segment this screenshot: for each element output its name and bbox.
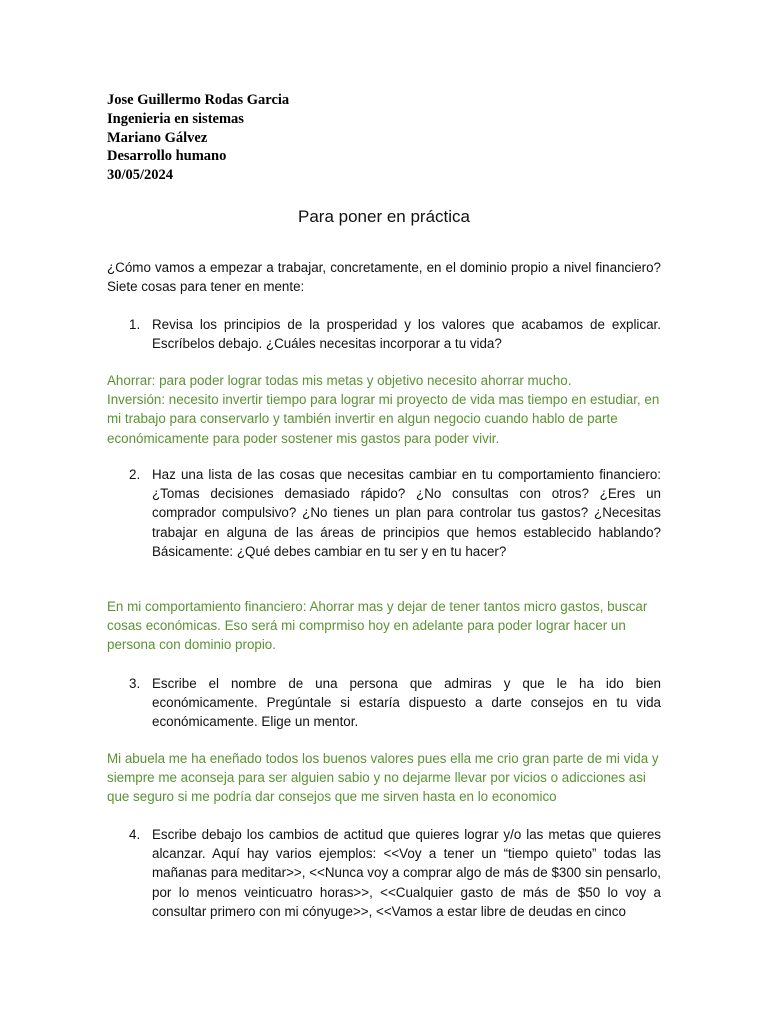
item-number: 2. <box>129 467 141 482</box>
page-title: Para poner en práctica <box>298 207 470 226</box>
answer-line: Inversión: necesito invertir tiempo para lograr mi proyecto de vida mas tiempo en estudiar, en mi trabajo para conservarlo y también invertir en algun negocio cuando hablo de parte económicamente para poder sostener mis gastos para poder vivir. <box>107 392 660 446</box>
list-item-1 <box>107 315 661 353</box>
list-item-2 <box>107 465 661 561</box>
item-number: 1. <box>129 317 141 332</box>
answer-2: En mi comportamiento financiero: Ahorrar mas y dejar de tener tantos micro gastos, buscar cosas económicas. Eso será mi comprmiso hoy en adelante para poder lograr hacer un persona con dominio propio. <box>107 599 648 653</box>
answer-line: Ahorrar: para poder lograr todas mis metas y objetivo necesito ahorrar mucho. <box>107 373 572 388</box>
list-item-3 <box>107 674 661 732</box>
date: 30/05/2024 <box>107 167 174 184</box>
item-number: 4. <box>129 827 141 842</box>
student-header <box>107 91 289 185</box>
item-question: Revisa los principios de la prosperidad y los valores que acabamos de explicar. Escríbelos debajo. ¿Cuáles necesitas incorporar a tu vida? <box>152 317 661 352</box>
student-name: Jose Guillermo Rodas Garcia <box>107 92 290 108</box>
answer-1 <box>107 371 661 448</box>
university: Mariano Gálvez <box>107 129 208 146</box>
answer-3: Mi abuela me ha eneñado todos los buenos valores pues ella me crio gran parte de mi vida y siempre me aconseja para ser alguien sabio y no dejarme llevar por vicios o adicciones asi que seguro si me podría dar consejos que me sirven hasta en lo economico <box>107 751 659 805</box>
intro-paragraph: ¿Cómo vamos a empezar a trabajar, concretamente, en el dominio propio a nivel financiero? Siete cosas para tener en mente: <box>107 260 661 295</box>
course: Desarrollo humano <box>107 148 227 165</box>
item-number: 3. <box>129 676 141 691</box>
item-question: Haz una lista de las cosas que necesitas cambiar en tu comportamiento financiero: ¿Tomas decisiones demasiado rápido? ¿No consultas con otros? ¿Eres un comprador compulsivo? ¿No tienes un plan para controlar tus gastos? ¿Necesitas trabajar en alguna de las áreas de principios que hemos establecido hablando? Básicamente: ¿Qué debes cambiar en tu ser y en tu hacer? <box>152 467 661 559</box>
career: Ingenieria en sistemas <box>107 110 244 127</box>
list-item-4 <box>107 825 661 921</box>
item-question: Escribe el nombre de una persona que admiras y que le ha ido bien económicamente. Pregúntale si estaría dispuesto a darte consejos en tu vida económicamente. Elige un mentor. <box>152 676 661 730</box>
item-question: Escribe debajo los cambios de actitud que quieres lograr y/o las metas que quieres alcanzar. Aquí hay varios ejemplos: <<Voy a tener un “tiempo quieto” todas las mañanas para meditar>>, <<Nunca voy a comprar algo de más de $300 sin pensarlo, por lo menos veinticuatro horas>>, <<Cualquier gasto de más de $50 lo voy a consultar primero con mi cónyuge>>, <<Vamos a estar libre de deudas en cinco <box>152 827 661 919</box>
